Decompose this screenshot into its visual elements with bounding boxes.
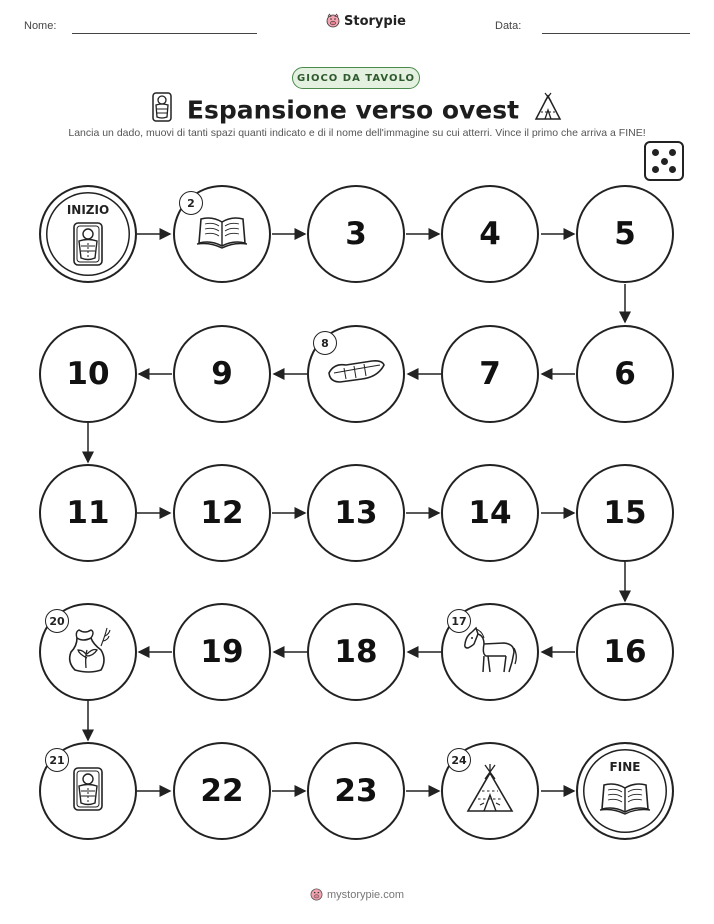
space-number: 6 — [614, 356, 636, 392]
board-space-4 — [441, 185, 539, 283]
board-space-20 — [39, 603, 137, 701]
seed-bag-icon — [63, 624, 113, 680]
board-space-17 — [441, 603, 539, 701]
finish-label: FINE — [609, 760, 641, 774]
board-space-18 — [307, 603, 405, 701]
start-label: INIZIO — [66, 203, 110, 217]
space-number: 5 — [614, 216, 636, 252]
pig-logo-icon — [310, 887, 323, 902]
instructions: Lancia un dado, muovi di tanti spazi quanti indicato e di il nome dell'immagine su cui atterri. Vince il primo che arriva a FINE! — [68, 127, 646, 139]
board-space-9 — [173, 325, 271, 423]
board-space-13 — [307, 464, 405, 562]
board-space-1 — [39, 185, 137, 283]
board-space-22 — [173, 742, 271, 840]
board-space-14 — [441, 464, 539, 562]
space-number: 10 — [66, 356, 110, 392]
board-space-3 — [307, 185, 405, 283]
board-space-12 — [173, 464, 271, 562]
baby-cradle-icon — [71, 221, 105, 271]
space-number-badge: 21 — [45, 748, 69, 772]
space-number: 15 — [603, 495, 647, 531]
space-number: 3 — [345, 216, 367, 252]
title-text: Espansione verso ovest — [186, 95, 520, 125]
board-space-5 — [576, 185, 674, 283]
board-space-16 — [576, 603, 674, 701]
open-book-icon — [599, 780, 651, 820]
board-space-23 — [307, 742, 405, 840]
horse-icon — [462, 626, 518, 678]
date-label: Data: — [495, 20, 522, 32]
board-space-2 — [173, 185, 271, 283]
open-book-icon — [196, 214, 248, 254]
board-space-15 — [576, 464, 674, 562]
space-number: 11 — [66, 495, 110, 531]
space-number: 23 — [334, 773, 378, 809]
space-number: 9 — [211, 356, 233, 392]
space-number-badge: 20 — [45, 609, 69, 633]
space-number: 19 — [200, 634, 244, 670]
board-space-25 — [576, 742, 674, 840]
board-space-11 — [39, 464, 137, 562]
board-space-7 — [441, 325, 539, 423]
space-number-badge: 24 — [447, 748, 471, 772]
canoe-icon — [326, 357, 386, 391]
space-number: 7 — [479, 356, 501, 392]
footer-url: mystorypie.com — [326, 888, 405, 901]
baby-cradle-icon — [71, 766, 105, 816]
space-number-badge: 8 — [313, 331, 337, 355]
board-space-10 — [39, 325, 137, 423]
space-number: 4 — [479, 216, 501, 252]
tepee-icon — [464, 763, 516, 819]
space-number-badge: 17 — [447, 609, 471, 633]
brand-name: Storypie — [344, 13, 406, 29]
category-badge: GIOCO DA TAVOLO — [292, 67, 420, 89]
space-number-badge: 2 — [179, 191, 203, 215]
board-space-21 — [39, 742, 137, 840]
footer — [0, 887, 714, 902]
space-number: 12 — [200, 495, 244, 531]
space-number: 16 — [603, 634, 647, 670]
board-space-24 — [441, 742, 539, 840]
space-number: 18 — [334, 634, 378, 670]
board-space-19 — [173, 603, 271, 701]
name-label: Nome: — [24, 20, 57, 32]
board-space-8 — [307, 325, 405, 423]
space-number: 13 — [334, 495, 378, 531]
space-number: 14 — [468, 495, 512, 531]
space-number: 22 — [200, 773, 244, 809]
board-space-6 — [576, 325, 674, 423]
